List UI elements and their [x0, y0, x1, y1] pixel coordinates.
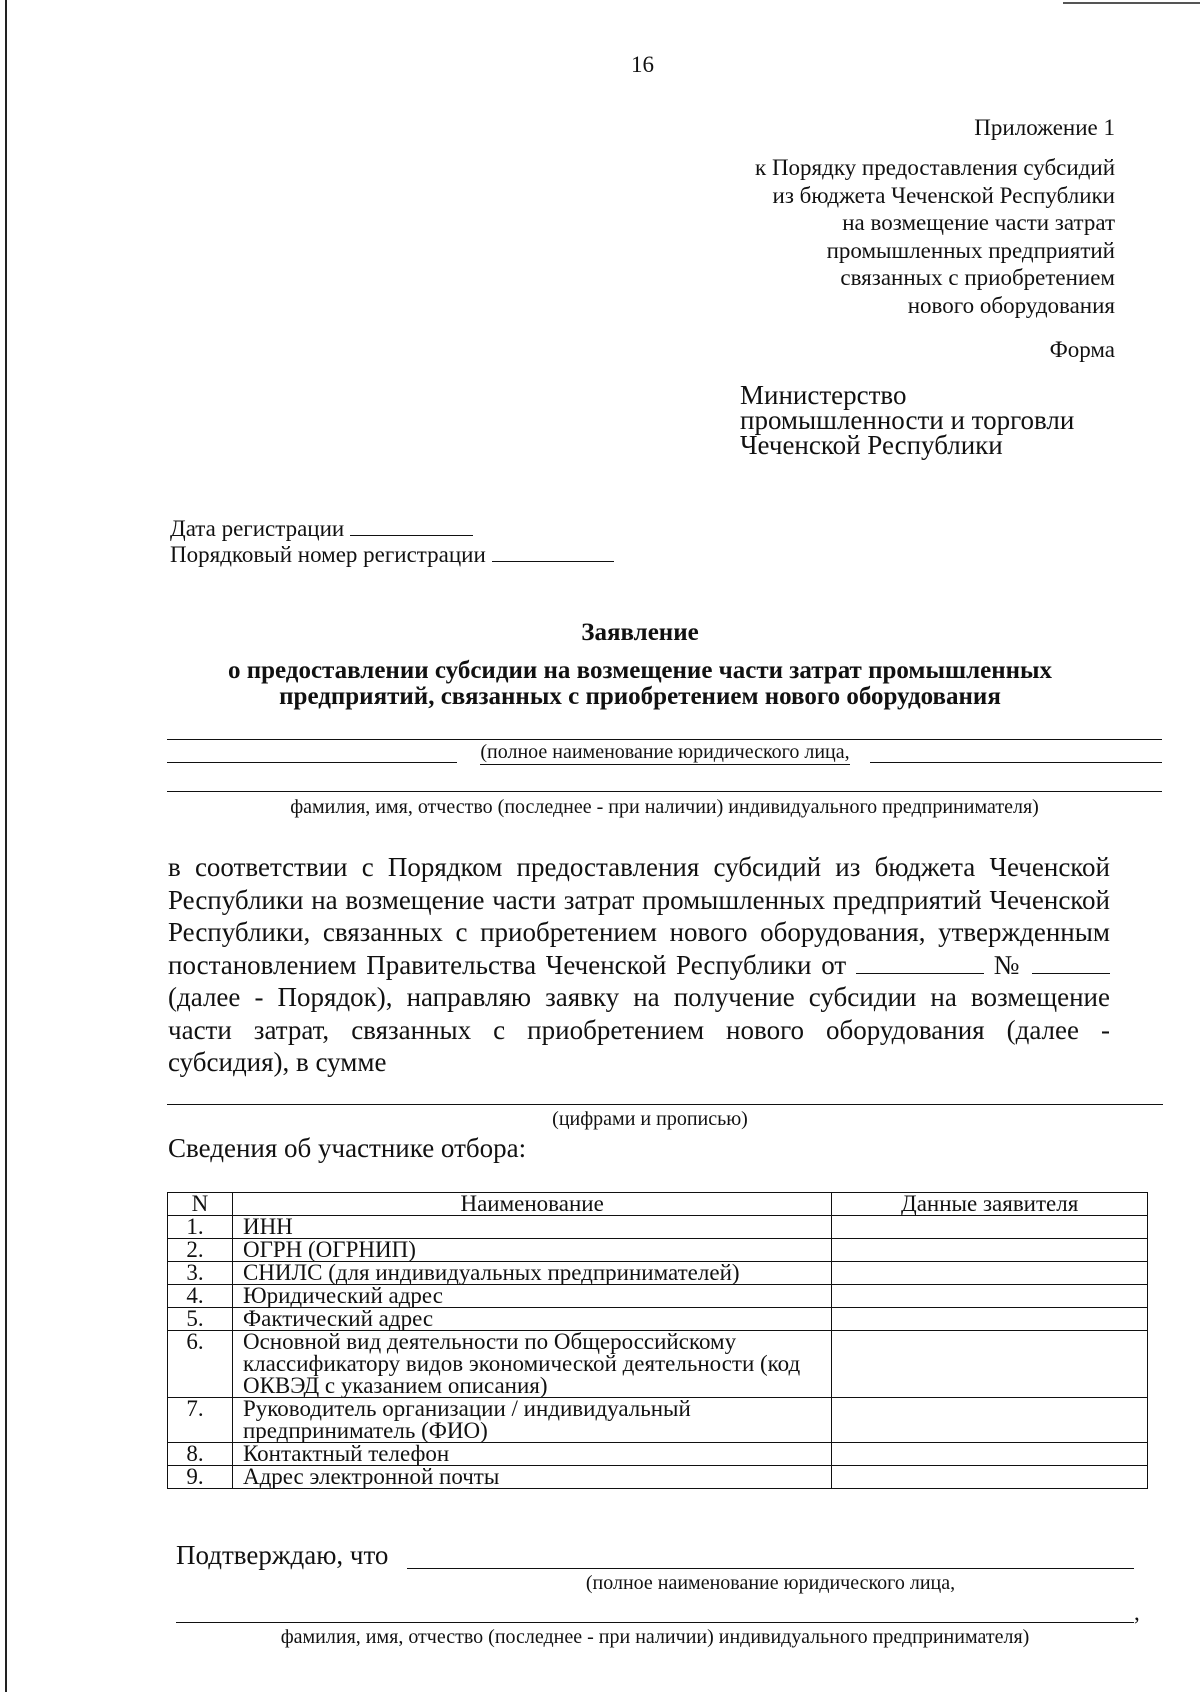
row-name: Основной вид деятельности по Общероссийскому классификатору видов экономической деятельности (код ОКВЭД с указанием описания): [232, 1331, 831, 1398]
table-row: [168, 1443, 1148, 1466]
table-row: [168, 1285, 1148, 1308]
table-row: [168, 1262, 1148, 1285]
row-number: 4.: [168, 1285, 233, 1308]
fio-caption: фамилия, имя, отчество (последнее - при наличии) индивидуального предпринимателя): [290, 796, 1039, 818]
row-name: Фактический адрес: [232, 1308, 831, 1331]
confirm-entity-field-2[interactable]: [176, 1622, 1134, 1623]
row-value-inn[interactable]: [832, 1216, 1148, 1239]
row-number: 6.: [168, 1331, 233, 1398]
row-number: 2.: [168, 1239, 233, 1262]
number-sign: №: [993, 949, 1023, 980]
row-number: 8.: [168, 1443, 233, 1466]
table-row: [168, 1216, 1148, 1239]
row-name: ОГРН (ОГРНИП): [232, 1239, 831, 1262]
appendix-title: Приложение 1: [974, 115, 1115, 140]
registration-date-field[interactable]: [350, 517, 473, 536]
application-body: [168, 851, 1110, 1079]
row-value-legal-address[interactable]: [832, 1285, 1148, 1308]
amount-field[interactable]: [167, 1104, 1163, 1105]
row-name: ИНН: [232, 1216, 831, 1239]
document-title: Заявление: [581, 619, 699, 646]
page-number: 16: [631, 52, 654, 77]
confirm-comma: ,: [1134, 1600, 1140, 1625]
legal-entity-caption: [440, 741, 890, 764]
confirm-caption-1: (полное наименование юридического лица,: [585, 1572, 956, 1594]
table-row: [168, 1239, 1148, 1262]
row-number: 1.: [168, 1216, 233, 1239]
table-row: [168, 1308, 1148, 1331]
ministry-line: промышленности и торговли: [740, 405, 1075, 435]
resolution-date-field[interactable]: [856, 949, 984, 974]
appendix-line: к Порядку предоставления субсидий: [755, 155, 1115, 180]
row-name: СНИЛС (для индивидуальных предпринимателей): [232, 1262, 831, 1285]
applicant-name-line[interactable]: [167, 739, 1162, 740]
confirm-label: Подтверждаю, что: [176, 1540, 389, 1570]
row-name: Адрес электронной почты: [232, 1466, 831, 1489]
table-row: [168, 1331, 1148, 1398]
registration-number-field[interactable]: [492, 543, 614, 562]
row-value-snils[interactable]: [832, 1262, 1148, 1285]
column-header-data: Данные заявителя: [832, 1193, 1148, 1216]
row-number: 3.: [168, 1262, 233, 1285]
ministry-line: Министерство: [740, 380, 907, 410]
registration-number-label: Порядковый номер регистрации: [170, 542, 486, 567]
ministry-addressee: [740, 380, 1075, 460]
appendix-reference: [700, 154, 1115, 319]
appendix-line: на возмещение части затрат: [842, 210, 1115, 235]
table-header-row: [168, 1193, 1148, 1216]
table-row: [168, 1398, 1148, 1443]
row-value-actual-address[interactable]: [832, 1308, 1148, 1331]
row-name: Контактный телефон: [232, 1443, 831, 1466]
legal-entity-caption-text: (полное наименование юридического лица,: [480, 741, 850, 763]
row-value-head[interactable]: [832, 1398, 1148, 1443]
row-number: 5.: [168, 1308, 233, 1331]
applicant-name-line-2[interactable]: [167, 791, 1162, 792]
column-header-name: Наименование: [232, 1193, 831, 1216]
row-value-phone[interactable]: [832, 1443, 1148, 1466]
applicant-name-line-right: [870, 762, 1162, 763]
ministry-line: Чеченской Республики: [740, 430, 1003, 460]
document-subtitle-line-2: предприятий, связанных с приобретением нового оборудования: [279, 683, 1001, 710]
appendix-line: связанных с приобретением: [840, 265, 1115, 290]
row-name: Юридический адрес: [232, 1285, 831, 1308]
registration-date-label: Дата регистрации: [170, 516, 345, 541]
column-header-number: N: [168, 1193, 233, 1216]
row-number: 7.: [168, 1398, 233, 1443]
body-text-part-2: (далее - Порядок), направляю заявку на получение субсидии на возмещение части затрат, связанных с приобретением нового оборудования (далее - субсидия), в сумме: [168, 982, 1110, 1077]
row-number: 9.: [168, 1466, 233, 1489]
confirm-entity-field[interactable]: [407, 1568, 1134, 1569]
section-title: Сведения об участнике отбора:: [168, 1133, 527, 1163]
table-row: [168, 1466, 1148, 1489]
scan-edge-top-right: [1063, 2, 1200, 4]
row-value-ogrn[interactable]: [832, 1239, 1148, 1262]
appendix-line: из бюджета Чеченской Республики: [772, 182, 1115, 208]
row-value-okved[interactable]: [832, 1331, 1148, 1398]
resolution-number-field[interactable]: [1032, 949, 1110, 974]
appendix-line: нового оборудования: [907, 292, 1115, 318]
scan-edge-left: [5, 0, 7, 1692]
body-text-part-1: в соответствии с Порядком предоставления субсидий из бюджета Чеченской Республики на возмещение части затрат промышленных предприятий Чеченской Республики, связанных с приобретением нового оборудования, утвержденным постановлением Правительства Чеченской Республики от: [168, 852, 1110, 980]
registration-date: [170, 516, 473, 542]
appendix-line: промышленных предприятий: [826, 237, 1115, 263]
applicant-info-table: [167, 1192, 1148, 1489]
applicant-name-line-left: [167, 762, 457, 763]
row-name: Руководитель организации / индивидуальный предприниматель (ФИО): [232, 1398, 831, 1443]
form-label: Форма: [1049, 337, 1115, 362]
amount-caption: (цифрами и прописью): [552, 1108, 748, 1130]
registration-number: [170, 542, 614, 568]
document-subtitle-line-1: о предоставлении субсидии на возмещение части затрат промышленных: [227, 657, 1053, 684]
row-value-email[interactable]: [832, 1466, 1148, 1489]
confirm-caption-2: фамилия, имя, отчество (последнее - при наличии) индивидуального предпринимателя): [280, 1626, 1030, 1648]
